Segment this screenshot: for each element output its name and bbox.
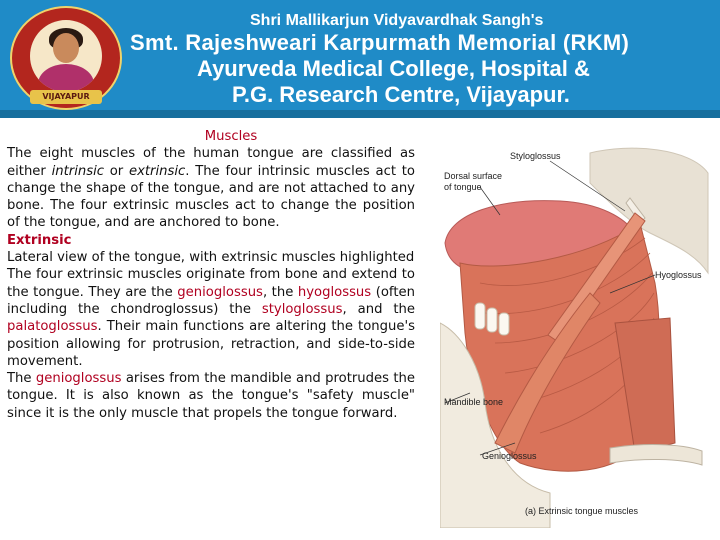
extrinsic-text-a: The four extrinsic muscles originate from bone and extend to the tongue. They are the [7,267,415,300]
genio-text-b: arises from the mandible and protrudes the tongue. It is also known as the tongue's "safety muscle" since it is the only muscle that propels the tongue forward. [7,371,415,421]
label-dorsal-surface-2: of tongue [444,182,482,192]
intro-text-a: The eight muscles of the human tongue are classified as either [7,146,415,179]
extrinsic-text-d: , and the [342,301,416,317]
link-palatoglossus[interactable]: palatoglossus [7,319,98,335]
link-genioglossus[interactable]: genioglossus [177,284,263,300]
intro-term-intrinsic: intrinsic [51,163,104,179]
header-line-1: Shri Mallikarjun Vidyavardhak Sangh's [250,12,544,29]
intro-text-c: or [104,163,129,179]
label-genioglossus: Genioglossus [482,451,537,461]
hyoid-bone [610,445,702,465]
intro-text-e: . The four intrinsic muscles act to change the shape of the tongue, and are not attached to any bone. The four extrinsic muscles act to change the position of the tongue, and are anchored to bone. [7,163,415,231]
seal-ribbon: VIJAYAPUR [30,90,102,104]
seal-portrait-face [53,33,79,63]
section-title: Muscles [204,129,258,144]
genioglossus-paragraph [7,370,415,422]
header-line-3: Ayurveda Medical College, Hospital & [197,56,590,81]
extrinsic-paragraph [7,266,415,370]
text-content [7,128,415,422]
tongue-muscles-figure [440,143,710,528]
extrinsic-text-b: , the [262,284,298,300]
label-styloglossus: Styloglossus [510,151,561,161]
seal-portrait-body [38,64,94,92]
link-styloglossus[interactable]: styloglossus [261,301,343,317]
header-banner [0,0,720,118]
extrinsic-text-e: . Their main functions are altering the tongue's position allowing for protrusion, retraction, and side-to-side movement. [7,319,415,369]
label-dorsal-surface-1: Dorsal surface [444,171,503,181]
intro-term-extrinsic: extrinsic [128,163,186,179]
link-hyoglossus[interactable]: hyoglossus [297,284,372,300]
intro-paragraph [7,145,415,231]
figure-caption: (a) Extrinsic tongue muscles [525,506,639,516]
extrinsic-text-c: (often including the chondroglossus) the [7,284,415,317]
genio-text-a: The [7,371,36,387]
label-mandible-bone: Mandible bone [444,397,504,407]
link-genioglossus-2[interactable]: genioglossus [35,371,122,387]
figure-caption-text: Lateral view of the tongue, with extrinsic muscles highlighted [7,250,415,266]
label-hyoglossus: Hyoglossus [655,270,702,280]
header-line-4: P.G. Research Centre, Vijayapur. [232,82,570,107]
header-line-2: Smt. Rajeshweari Karpurmath Memorial (RKM) [130,30,630,55]
header-shade [0,110,720,118]
seal-portrait [30,20,102,92]
extrinsic-heading: Extrinsic [7,232,72,248]
college-seal-logo [10,6,122,110]
